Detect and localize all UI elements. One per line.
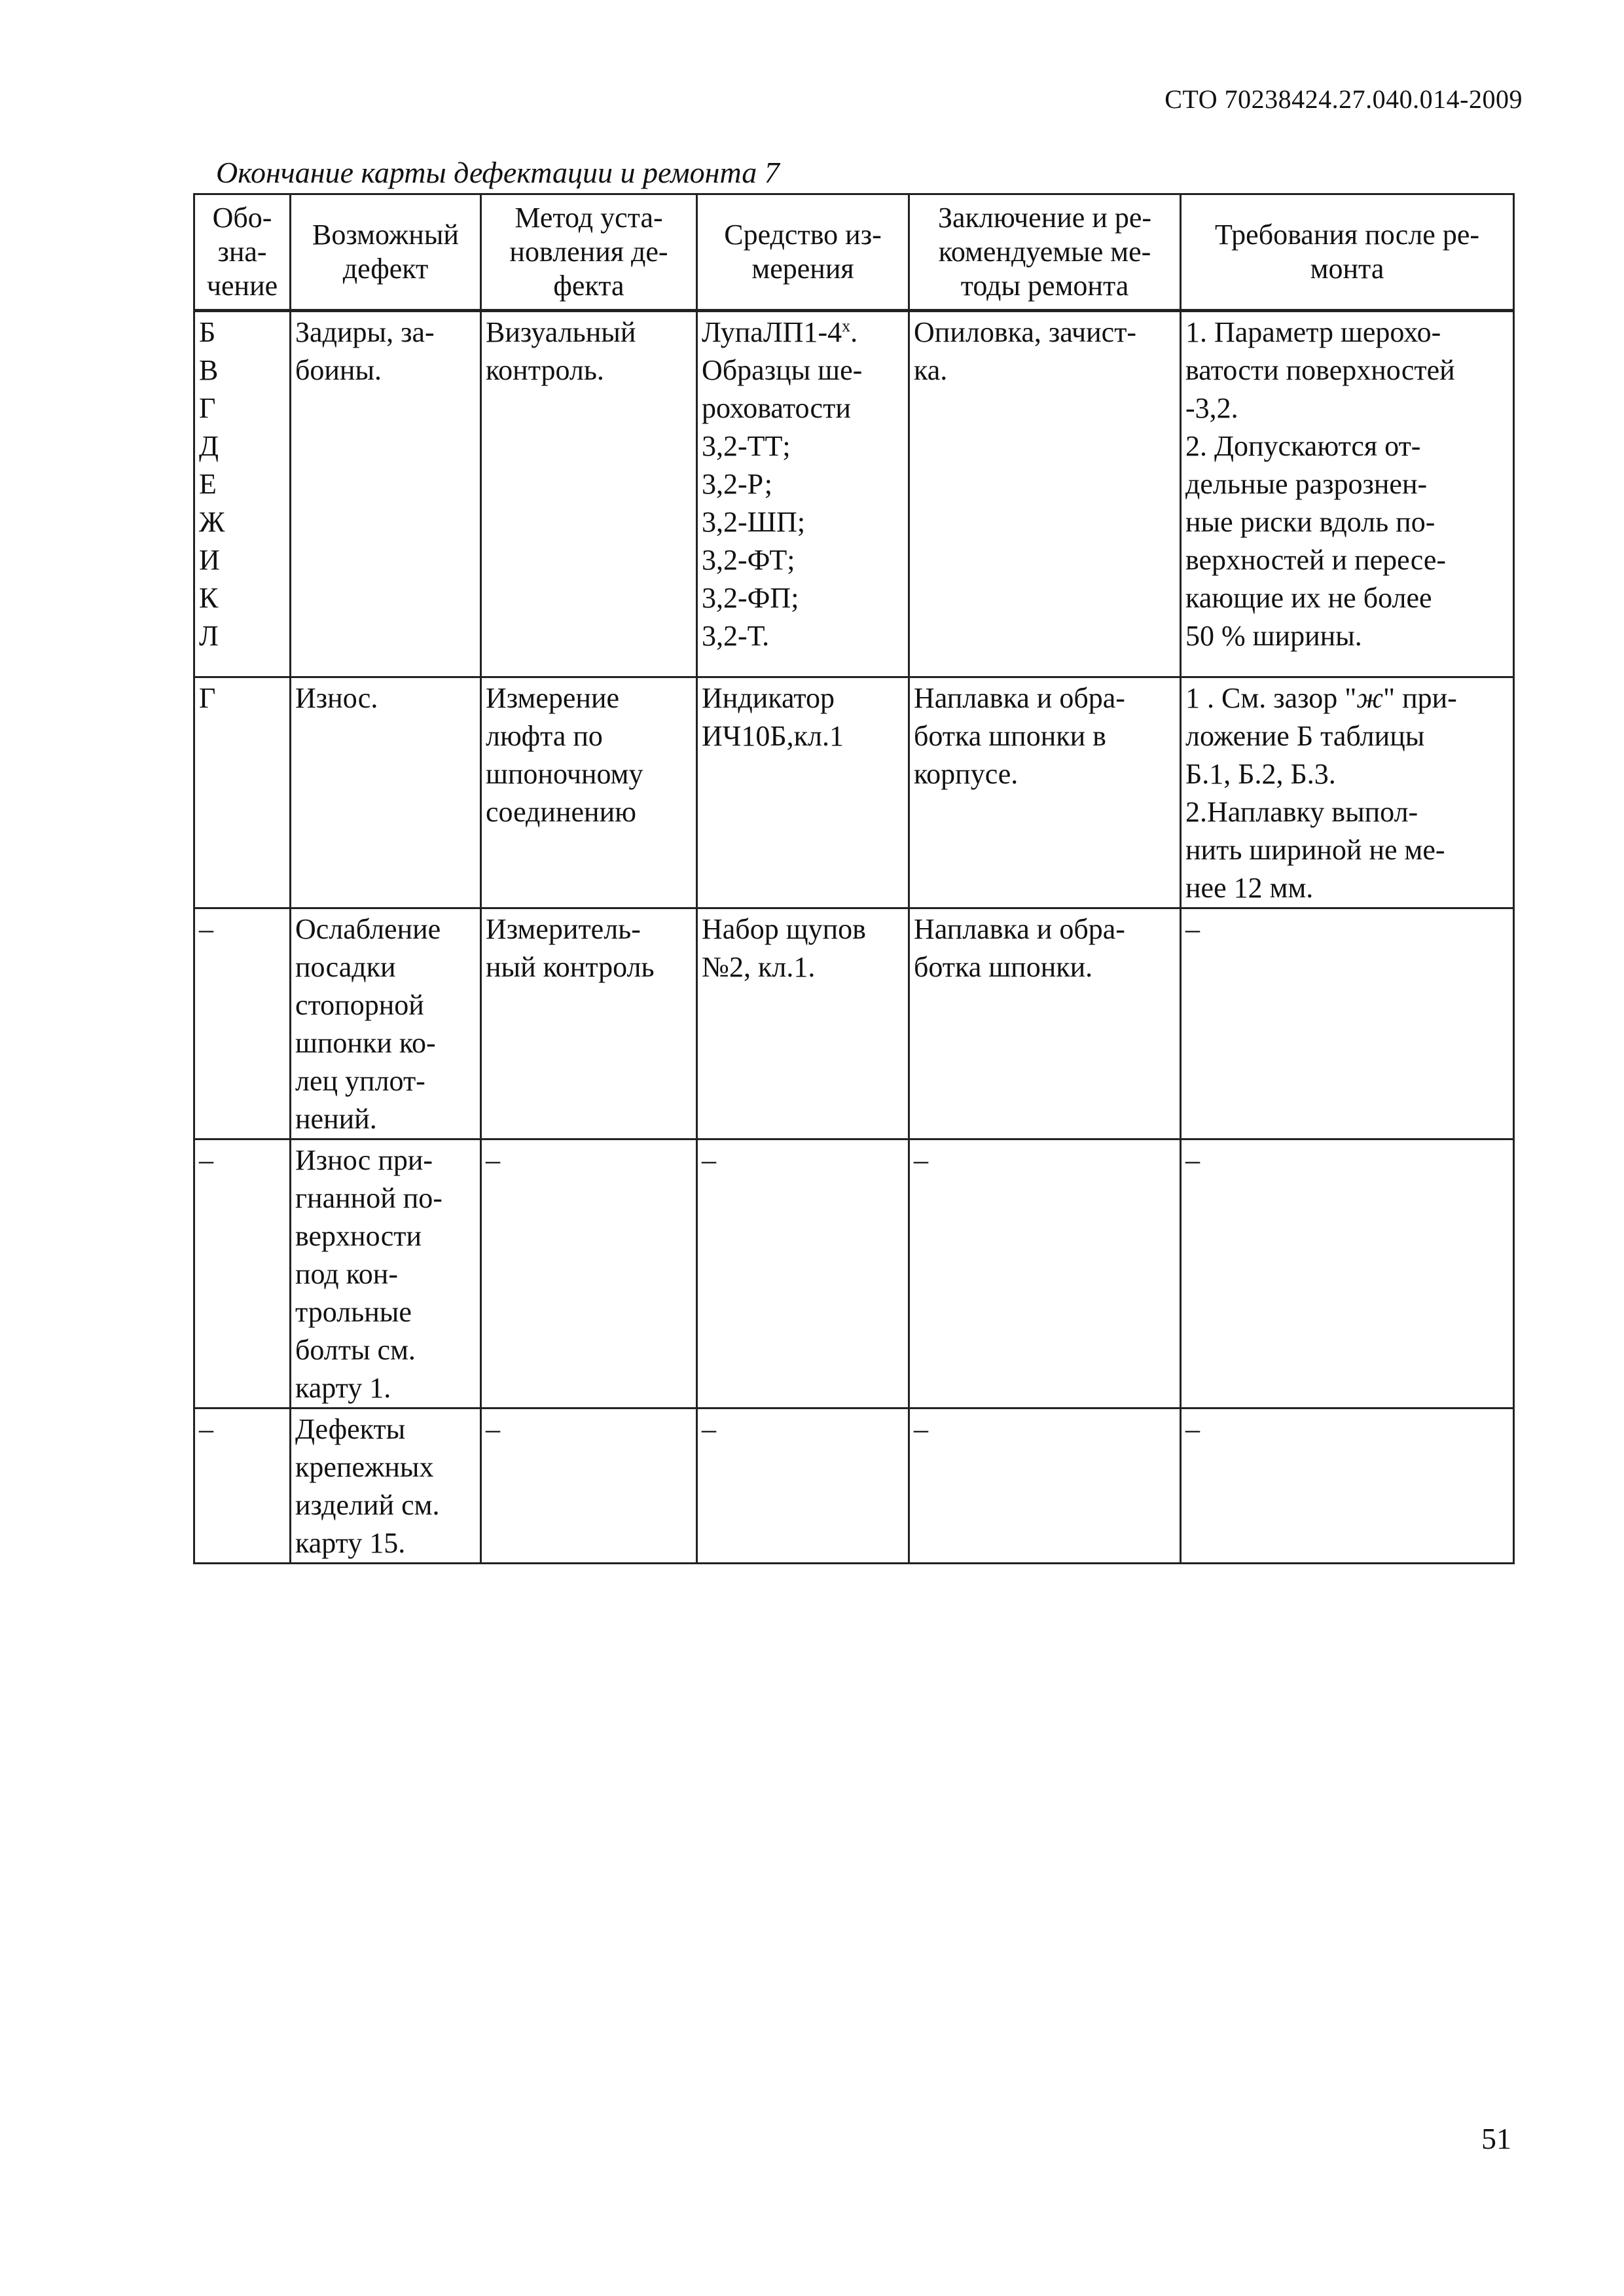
cell-conclusion: – [909, 1408, 1181, 1564]
page-number: 51 [1481, 2122, 1511, 2155]
cell-method: – [481, 1408, 697, 1564]
header-detection-method: Метод уста- новления де- фекта [481, 194, 697, 311]
cell-method: – [481, 1139, 697, 1408]
cell-defect: Задиры, за- боины. [291, 311, 481, 677]
instrument-superscript: х [842, 316, 851, 336]
cell-conclusion: Опиловка, зачист- ка. [909, 311, 1181, 677]
table-row [194, 311, 1514, 677]
cell-defect: Износ. [291, 677, 481, 908]
requirements-lead: 1 . См. зазор " [1185, 682, 1357, 714]
cell-requirements: – [1181, 1139, 1514, 1408]
table-row [194, 1139, 1514, 1408]
cell-designation: Г [194, 677, 291, 908]
cell-method: Визуальный контроль. [481, 311, 697, 677]
cell-instrument: Набор щупов №2, кл.1. [697, 908, 909, 1139]
cell-requirements [1181, 677, 1514, 908]
header-requirements-after-repair: Требования после ре- монта [1181, 194, 1514, 311]
document-code: СТО 70238424.27.040.014-2009 [1164, 84, 1523, 114]
cell-designation: – [194, 908, 291, 1139]
cell-requirements: 1. Параметр шерохо- ватости поверхностей -3,2. 2. Допускаются от- дельные разрознен- ные риски вдоль по- верхностей и пересе- кающие их не более 50 % ширины. [1181, 311, 1514, 677]
cell-conclusion: – [909, 1139, 1181, 1408]
table-caption: Окончание карты дефектации и ремонта 7 [216, 156, 780, 189]
cell-instrument: – [697, 1139, 909, 1408]
table-row [194, 908, 1514, 1139]
requirements-emphasis: ж [1356, 682, 1384, 714]
table-row [194, 1408, 1514, 1564]
cell-conclusion: Наплавка и обра- ботка шпонки в корпусе. [909, 677, 1181, 908]
cell-designation: Б В Г Д Е Ж И К Л [194, 311, 291, 677]
cell-instrument [697, 311, 909, 677]
instrument-rest: . Образцы ше- роховатости 3,2-ТТ; 3,2-Р; 3,2-ШП; 3,2-ФТ; 3,2-ФП; 3,2-Т. [702, 316, 863, 652]
header-possible-defect: Возможный дефект [291, 194, 481, 311]
table-row [194, 677, 1514, 908]
header-conclusion-repair: Заключение и ре- комендуемые ме- тоды ремонта [909, 194, 1181, 311]
header-measuring-instrument: Средство из- мерения [697, 194, 909, 311]
cell-defect: Дефекты крепежных изделий см. карту 15. [291, 1408, 481, 1564]
cell-designation: – [194, 1139, 291, 1408]
cell-designation: – [194, 1408, 291, 1564]
cell-instrument: – [697, 1408, 909, 1564]
table-header-row [194, 194, 1514, 311]
cell-requirements: – [1181, 1408, 1514, 1564]
cell-instrument: Индикатор ИЧ10Б,кл.1 [697, 677, 909, 908]
cell-requirements: – [1181, 908, 1514, 1139]
cell-defect: Ослабление посадки стопорной шпонки ко- лец уплот- нений. [291, 908, 481, 1139]
cell-conclusion: Наплавка и обра- ботка шпонки. [909, 908, 1181, 1139]
defect-repair-table [193, 193, 1515, 1564]
cell-method: Измеритель- ный контроль [481, 908, 697, 1139]
header-designation: Обо- зна- чение [194, 194, 291, 311]
instrument-lead: ЛупаЛП1-4 [702, 316, 842, 348]
cell-defect: Износ при- гнанной по- верхности под кон- трольные болты см. карту 1. [291, 1139, 481, 1408]
cell-method: Измерение люфта по шпоночному соединению [481, 677, 697, 908]
requirements-rest: " при- ложение Б таблицы Б.1, Б.2, Б.3. 2.Наплавку выпол- нить шириной не ме- нее 12 мм. [1185, 682, 1457, 904]
